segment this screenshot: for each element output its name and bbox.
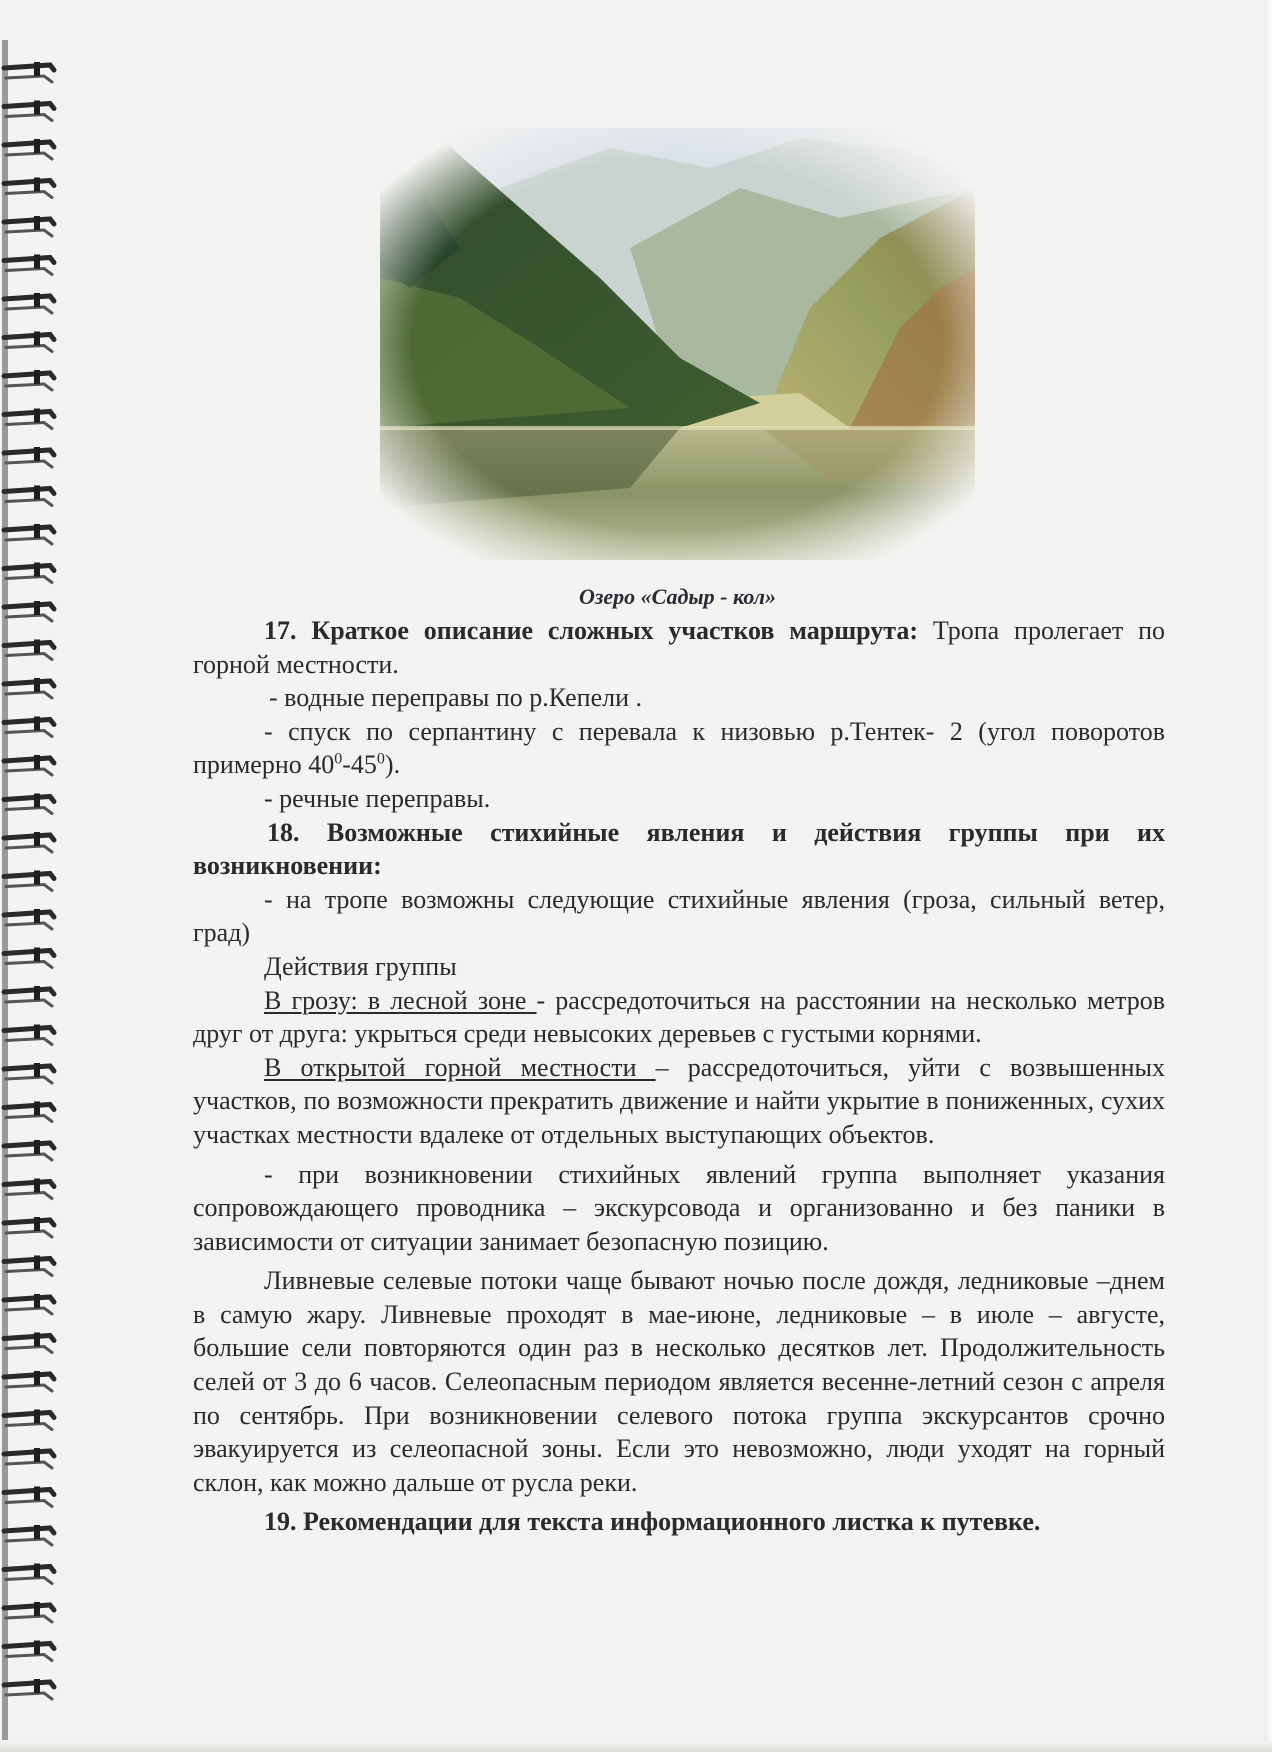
- section-17-heading: 17. Краткое описание сложных участков маршрута:: [264, 616, 919, 645]
- spiral-coil: [4, 717, 54, 737]
- spiral-coil: [4, 986, 54, 1006]
- spiral-coil: [4, 1217, 54, 1237]
- spiral-coil: [4, 871, 54, 891]
- spiral-coil: [4, 332, 54, 352]
- spiral-coil: [4, 1025, 54, 1045]
- spiral-coil: [4, 1294, 54, 1314]
- spiral-coil: [4, 101, 54, 121]
- spiral-coil: [4, 370, 54, 390]
- spiral-coil: [4, 909, 54, 929]
- spiral-coil: [4, 1179, 54, 1199]
- spiral-coil: [4, 1487, 54, 1507]
- mudflow-paragraph: Ливневые селевые потоки чаще бывают ночью после дождя, ледниковые –днем в самую жару. Ливневые проходят в мае-июне, ледниковые – в июле – августе, большие сели повторяются один раз в несколько десятков лет. Продолжительность селей от 3 до 6 часов. Селеопасным периодом является весенне-летний сезон с апреля по сентябрь. При возникновении селевого потока группа экскурсантов срочно эвакуируется из селеопасной зоны. Если это невозможно, люди уходят на горный склон, как можно дальше от русла реки.: [193, 1266, 1165, 1497]
- spiral-coil: [4, 216, 54, 236]
- open-terrain-paragraph: [193, 1051, 1165, 1152]
- spiral-coil: [4, 486, 54, 506]
- spiral-coil: [4, 1063, 54, 1083]
- section-18-item-2: - при возникновении стихийных явлений группа выполняет указания сопровождающего проводника – экскурсовода и организованно и без паники в зависимости от ситуации занимает безопасную позицию.: [193, 1159, 1165, 1256]
- spiral-coil: [4, 255, 54, 275]
- spiral-coil: [4, 447, 54, 467]
- document-body: [193, 614, 1165, 1539]
- spiral-coil: [4, 1333, 54, 1353]
- section-18-item-1: - на тропе возможны следующие стихийные явления (гроза, сильный ветер, град): [193, 884, 1165, 948]
- forest-paragraph: [193, 984, 1165, 1051]
- spiral-coil: [4, 1564, 54, 1584]
- page-bottom-shadow: [0, 1742, 1272, 1752]
- spiral-coil: [4, 563, 54, 583]
- spiral-coil: [4, 1371, 54, 1391]
- spiral-coil: [4, 601, 54, 621]
- spiral-coil: [4, 524, 54, 544]
- degree-sup-2: 0: [376, 750, 385, 768]
- section-17-item-3: - речные переправы.: [264, 783, 491, 813]
- spiral-coil: [4, 1641, 54, 1661]
- section-17-item-1: - водные переправы по р.Кепели .: [269, 683, 643, 713]
- spiral-coil: [4, 1140, 54, 1160]
- spiral-coil: [4, 1410, 54, 1430]
- lake-illustration: [380, 128, 975, 560]
- open-terrain-label: В открытой горной местности: [264, 1052, 656, 1082]
- page-edge: [1264, 0, 1272, 1752]
- item-2-text: - спуск по серпантину с перевала к низовью р.Тентек- 2 (угол поворотов примерно 40: [193, 716, 1165, 780]
- spiral-coil: [4, 139, 54, 159]
- section-17-intro: Тропа пролегает по горной местности.: [193, 616, 1166, 679]
- section-17-paragraph: [193, 614, 1165, 681]
- spiral-coil: [4, 1525, 54, 1545]
- spiral-coil: [4, 948, 54, 968]
- spiral-coil: [4, 293, 54, 313]
- spiral-coil: [4, 178, 54, 198]
- item-2-mid: -45: [342, 750, 377, 780]
- spiral-coil: [4, 1602, 54, 1622]
- spiral-coil: [4, 62, 54, 82]
- open-terrain-text: – рассредоточиться, уйти с возвышенных участков, по возможности прекратить движение и найти укрытие в пониженных, сухих участках местности вдалеке от отдельных выступающих объектов.: [193, 1052, 1165, 1149]
- spiral-coil: [4, 794, 54, 814]
- spiral-coil: [4, 640, 54, 660]
- spiral-binding: [0, 40, 70, 1740]
- spiral-coil: [4, 755, 54, 775]
- section-19-heading: 19. Рекомендации для текста информационного листка к путевке.: [264, 1507, 1041, 1537]
- section-17-item-2: [193, 715, 1165, 782]
- lake-photo: [380, 128, 975, 560]
- spiral-coil: [4, 1448, 54, 1468]
- section-18-heading: 18. Возможные стихийные явления и действия группы при их возникновении:: [193, 817, 1165, 881]
- spiral-coil: [4, 409, 54, 429]
- spiral-binding-graphic: [0, 40, 70, 1740]
- spiral-coil: [4, 678, 54, 698]
- forest-label: В грозу: в лесной зоне: [264, 985, 537, 1015]
- photo-caption: Озеро «Садыр - кол»: [578, 584, 777, 609]
- item-2-end: ).: [384, 750, 401, 780]
- actions-label: Действия группы: [264, 951, 457, 981]
- degree-sup-1: 0: [334, 750, 343, 768]
- forest-text: - рассредоточиться на расстоянии на несколько метров друг от друга: укрыться среди невысоких деревьев с густыми корнями.: [193, 985, 1166, 1049]
- spiral-coil: [4, 1679, 54, 1699]
- spiral-coil: [4, 1256, 54, 1276]
- spiral-coil: [4, 832, 54, 852]
- spiral-coil: [4, 1102, 54, 1122]
